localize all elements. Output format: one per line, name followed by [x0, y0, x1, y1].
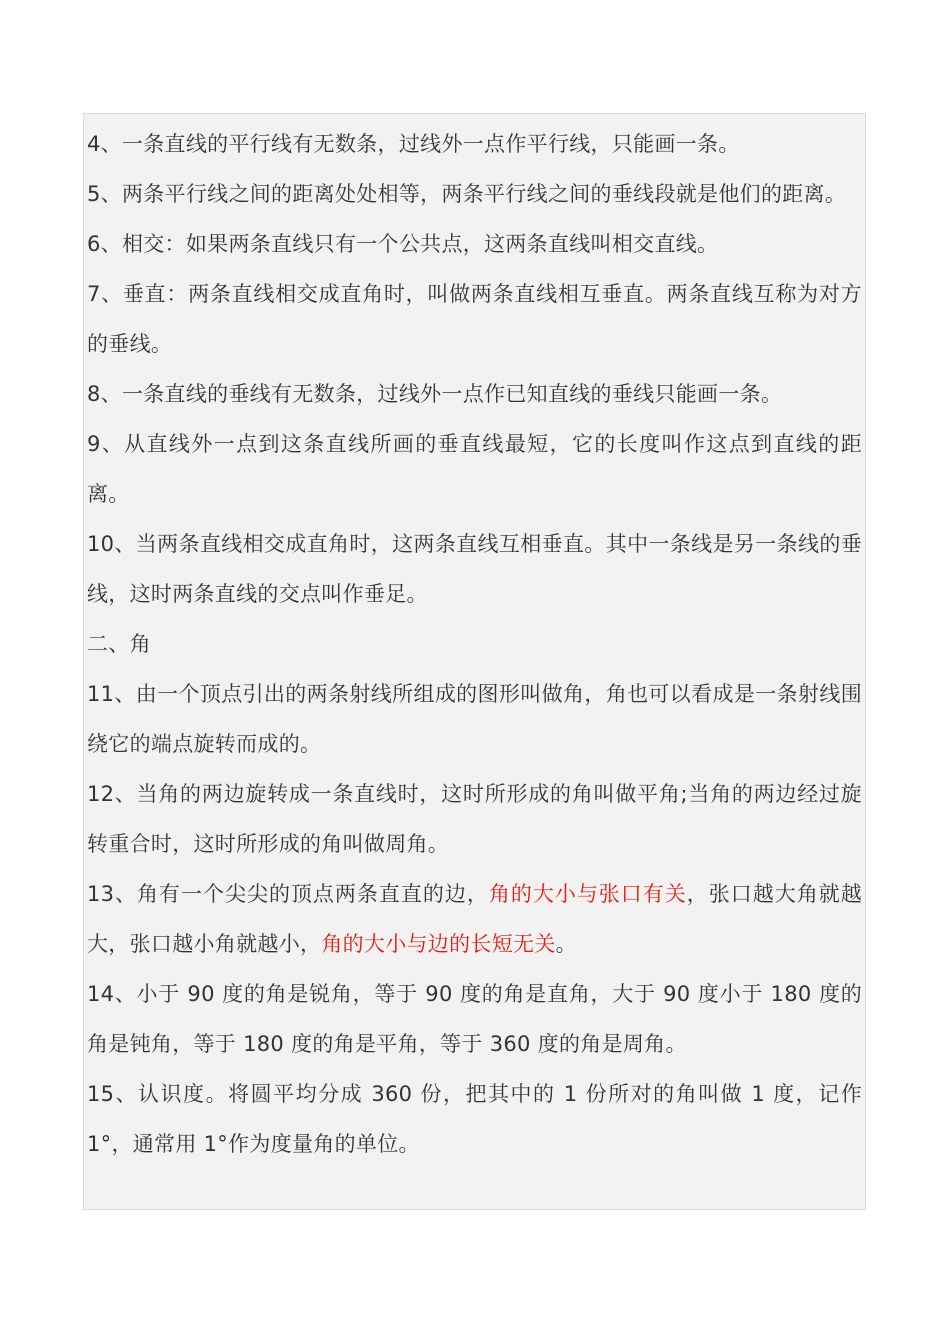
paragraph-8: [87, 369, 862, 419]
paragraph-text: 10、当两条直线相交成直角时，这两条直线互相垂直。其中一条线是另一条线的垂线，这时两条直线的交点叫作垂足。: [87, 532, 862, 606]
paragraph-6: [87, 219, 862, 269]
paragraph-text: ，张口越大角就越大，张口越小角就越小，: [87, 882, 863, 956]
paragraph-5: [87, 169, 862, 219]
paragraph-text: 11、由一个顶点引出的两条射线所组成的图形叫做角，角也可以看成是一条射线围绕它的端点旋转而成的。: [87, 682, 862, 756]
paragraph-text: 13、角有一个尖尖的顶点两条直直的边，: [87, 882, 489, 906]
paragraph-text: 15、认识度。将圆平均分成 360 份，把其中的 1 份所对的角叫做 1 度，记作 1°，通常用 1°作为度量角的单位。: [87, 1082, 862, 1156]
paragraph-text: 4、一条直线的平行线有无数条，过线外一点作平行线，只能画一条。: [87, 132, 740, 156]
highlight-text: 角的大小与边的长短无关: [321, 932, 556, 956]
paragraph-text: 9、从直线外一点到这条直线所画的垂直线最短，它的长度叫作这点到直线的距离。: [87, 432, 862, 506]
paragraph-text: 14、小于 90 度的角是锐角，等于 90 度的角是直角，大于 90 度小于 180 度的角是钝角，等于 180 度的角是平角，等于 360 度的角是周角。: [87, 982, 862, 1056]
paragraph-12: [87, 769, 862, 869]
paragraph-13: [87, 869, 862, 969]
paragraph-7: [87, 269, 862, 369]
paragraph-4: [87, 119, 862, 169]
paragraph-text: 5、两条平行线之间的距离处处相等，两条平行线之间的垂线段就是他们的距离。: [87, 182, 847, 206]
paragraph-11: [87, 669, 862, 769]
paragraph-14: [87, 969, 862, 1069]
document-content: [83, 113, 866, 1210]
paragraph-9: [87, 419, 862, 519]
paragraph-text: 8、一条直线的垂线有无数条，过线外一点作已知直线的垂线只能画一条。: [87, 382, 783, 406]
paragraph-text: 7、垂直：两条直线相交成直角时，叫做两条直线相互垂直。两条直线互称为对方的垂线。: [87, 282, 862, 356]
paragraph-10: [87, 519, 862, 619]
paragraph-text: 6、相交：如果两条直线只有一个公共点，这两条直线叫相交直线。: [87, 232, 719, 256]
section-heading-angle: [87, 619, 862, 669]
paragraph-text: 12、当角的两边旋转成一条直线时，这时所形成的角叫做平角;当角的两边经过旋转重合时，这时所形成的角叫做周角。: [87, 782, 862, 856]
paragraph-text: 。: [555, 932, 577, 956]
paragraph-15: [87, 1069, 862, 1169]
highlight-text: 角的大小与张口有关: [488, 882, 687, 906]
heading-text: 二、角: [87, 632, 151, 656]
